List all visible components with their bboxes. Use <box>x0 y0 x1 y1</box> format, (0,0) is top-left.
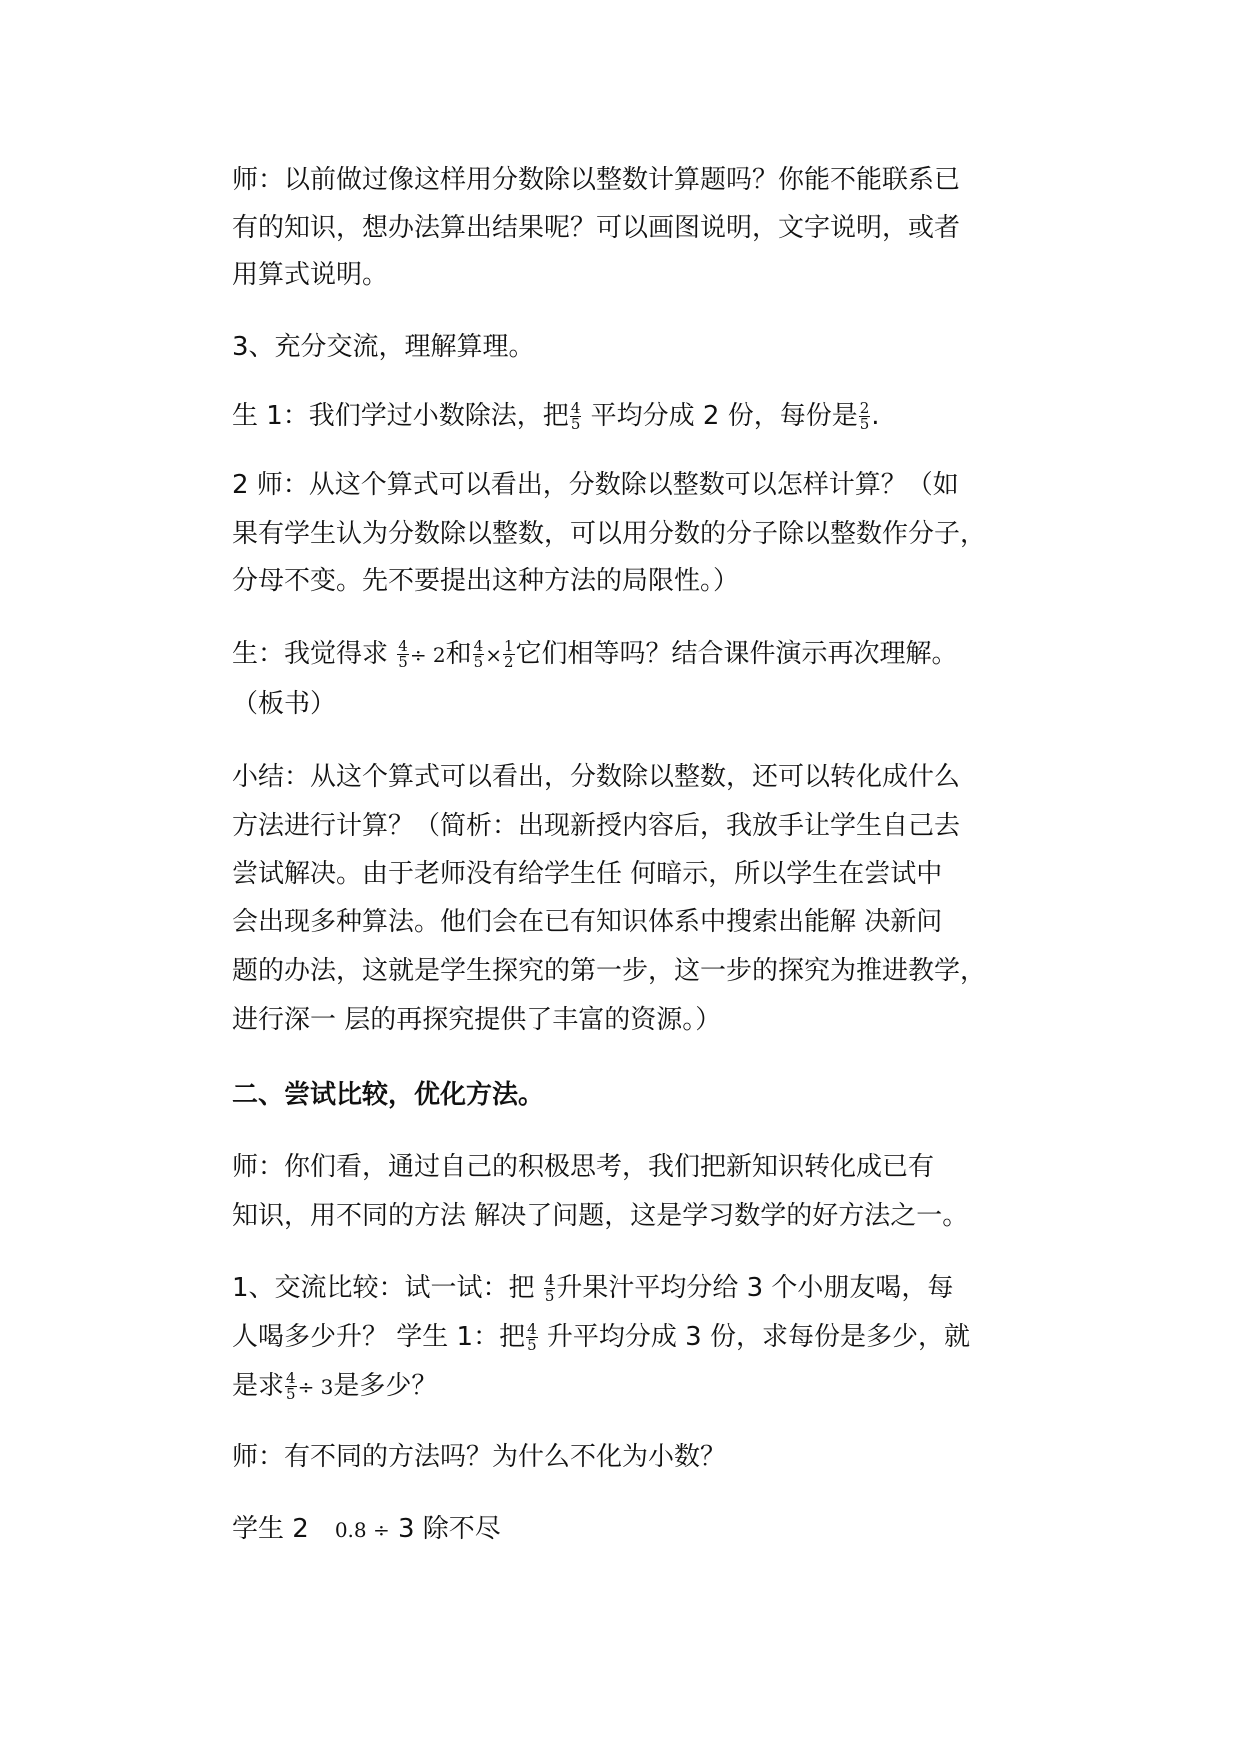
text: 是多少？ <box>333 1371 438 1401</box>
text: 生：我觉得求 <box>232 639 397 669</box>
fraction: $\frac{1}{2}$ <box>503 637 514 671</box>
math-expression: 0.8 ÷ <box>334 1518 390 1542</box>
text: 升果汁平均分给 3 个小朋友喝，每 <box>556 1273 954 1303</box>
fraction: $\frac{4}{5}$ <box>570 399 581 433</box>
paragraph-teacher4: 师：有不同的方法吗？为什么不化为小数？ <box>232 1442 727 1472</box>
paragraph-summary-line6: 进行深一 层的再探究提供了丰富的资源。） <box>232 1005 722 1035</box>
paragraph-student-compare-line2: （板书） <box>232 689 337 719</box>
paragraph-student1 <box>232 398 880 434</box>
fraction: $\frac{4}{5}$ <box>398 637 408 671</box>
section-heading-3: 3、充分交流，理解算理。 <box>232 332 535 362</box>
text: 人喝多少升？ 学生 1：把 <box>232 1322 526 1352</box>
fraction: $\frac{4}{5}$ <box>286 1369 296 1403</box>
fraction: $\frac{4}{5}$ <box>473 637 484 671</box>
paragraph-summary-line5: 题的办法，这就是学生探究的第一步，这一步的探究为推进教学， <box>232 956 987 986</box>
fraction: $\frac{4}{5}$ <box>544 1271 555 1305</box>
text: 升平均分成 3 份，求每份是多少，就 <box>538 1322 970 1352</box>
text: 学生 2 <box>232 1514 309 1544</box>
paragraph-exchange-line2 <box>232 1319 970 1355</box>
paragraph-summary-line4: 会出现多种算法。他们会在已有知识体系中搜索出能解 决新问 <box>232 907 943 937</box>
paragraph-teacher2-line2: 果有学生认为分数除以整数，可以用分数的分子除以整数作分子， <box>232 519 987 549</box>
paragraph-student-compare <box>232 636 958 673</box>
fraction: $\frac{4}{5}$ <box>527 1320 537 1354</box>
paragraph-summary-line3: 尝试解决。由于老师没有给学生任 何暗示，所以学生在尝试中 <box>232 859 943 889</box>
paragraph-teacher-question-line1: 师：以前做过像这样用分数除以整数计算题吗？你能不能联系已 <box>232 165 961 195</box>
paragraph-teacher2-line1: 2 师：从这个算式可以看出，分数除以整数可以怎样计算？（如 <box>232 470 959 500</box>
text: 1、交流比较：试一试：把 <box>232 1273 543 1303</box>
text: 3 除不尽 <box>389 1514 501 1544</box>
math-operator: ÷ 3 <box>297 1375 334 1399</box>
paragraph-teacher-question-line3: 用算式说明。 <box>232 260 389 290</box>
paragraph-teacher2-line3: 分母不变。先不要提出这种方法的局限性。） <box>232 566 740 596</box>
text: 和 <box>445 639 472 669</box>
text: 生 1：我们学过小数除法，把 <box>232 401 569 431</box>
math-operator: ÷ 2 <box>409 643 446 667</box>
fraction: $\frac{2}{5}$ <box>859 399 870 433</box>
text: 平均分成 2 份，每份是 <box>582 401 858 431</box>
paragraph-teacher3-line1: 师：你们看，通过自己的积极思考，我们把新知识转化成已有 <box>232 1152 935 1182</box>
paragraph-summary-line1: 小结：从这个算式可以看出，分数除以整数，还可以转化成什么 <box>232 762 961 792</box>
paragraph-teacher3-line2: 知识，用不同的方法 解决了问题，这是学习数学的好方法之一。 <box>232 1201 969 1231</box>
text: . <box>871 401 880 431</box>
paragraph-teacher-question-line2: 有的知识，想办法算出结果呢？可以画图说明，文字说明，或者 <box>232 213 961 243</box>
paragraph-exchange-line3 <box>232 1368 437 1405</box>
paragraph-student2 <box>232 1511 501 1548</box>
section-heading-2: 二、尝试比较，优化方法。 <box>232 1080 545 1110</box>
paragraph-summary-line2: 方法进行计算？（简析：出现新授内容后，我放手让学生自己去 <box>232 811 961 841</box>
text: 它们相等吗？结合课件演示再次理解。 <box>515 639 958 669</box>
text: 是求 <box>232 1371 285 1401</box>
math-operator: × <box>485 643 502 667</box>
paragraph-exchange-line1 <box>232 1270 953 1306</box>
